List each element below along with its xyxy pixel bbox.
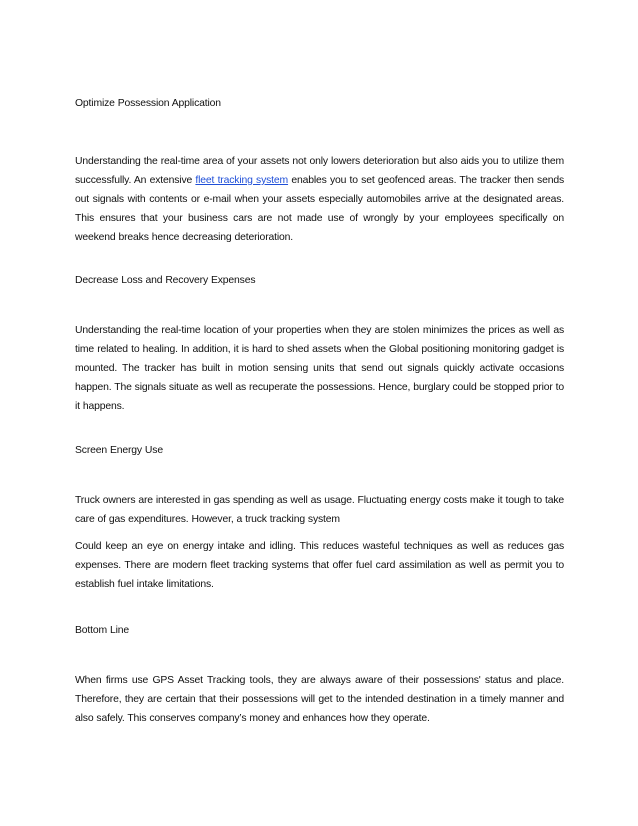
paragraph-energy-2: Could keep an eye on energy intake and idling. This reduces wasteful techniques as well as reduces gas expenses. There are modern fleet tracking systems that offer fuel card assimilation as well as permit you to establish fuel intake limitations. <box>75 541 564 590</box>
paragraph-energy-1: Truck owners are interested in gas spending as well as usage. Fluctuating energy costs make it tough to take care of gas expenditures. However, a truck tracking system <box>75 495 564 525</box>
section-heading-optimize: Optimize Possession Application <box>75 98 221 109</box>
section-heading-decrease-loss: Decrease Loss and Recovery Expenses <box>75 275 256 286</box>
paragraph-decrease-loss: Understanding the real-time location of your properties when they are stolen minimizes the prices as well as time related to healing. In addition, it is hard to shed assets when the Global positioning monitoring gadget is mounted. The tracker has built in motion sensing units that send out signals quickly activate occasions happen. The signals situate as well as recuperate the possessions. Hence, burglary could be stopped prior to it happens. <box>75 325 564 412</box>
paragraph-text: enables you to set geofenced areas. The tracker then sends out signals with contents or e-mail when your assets especially automobiles arrive at the designated areas. This ensures that your business cars are not made use of wrongly by your employees specifically on weekend breaks hence decreasing deterioration. <box>75 175 565 243</box>
section-heading-bottom-line: Bottom Line <box>75 625 129 636</box>
paragraph-text: Understanding the real-time area of your assets not only lowers deterioration but also aids you to utilize them successfully. An extensive <box>75 156 564 186</box>
fleet-tracking-link[interactable]: fleet tracking system <box>195 175 289 186</box>
paragraph-optimize <box>75 152 564 247</box>
paragraph-bottom-line: When firms use GPS Asset Tracking tools, they are always aware of their possessions' status and place. Therefore, they are certain that their possessions will get to the intended destination in a timely manner and also safely. This conserves company’s money and enhances how they operate. <box>75 675 564 724</box>
section-heading-screen-energy: Screen Energy Use <box>75 445 163 456</box>
